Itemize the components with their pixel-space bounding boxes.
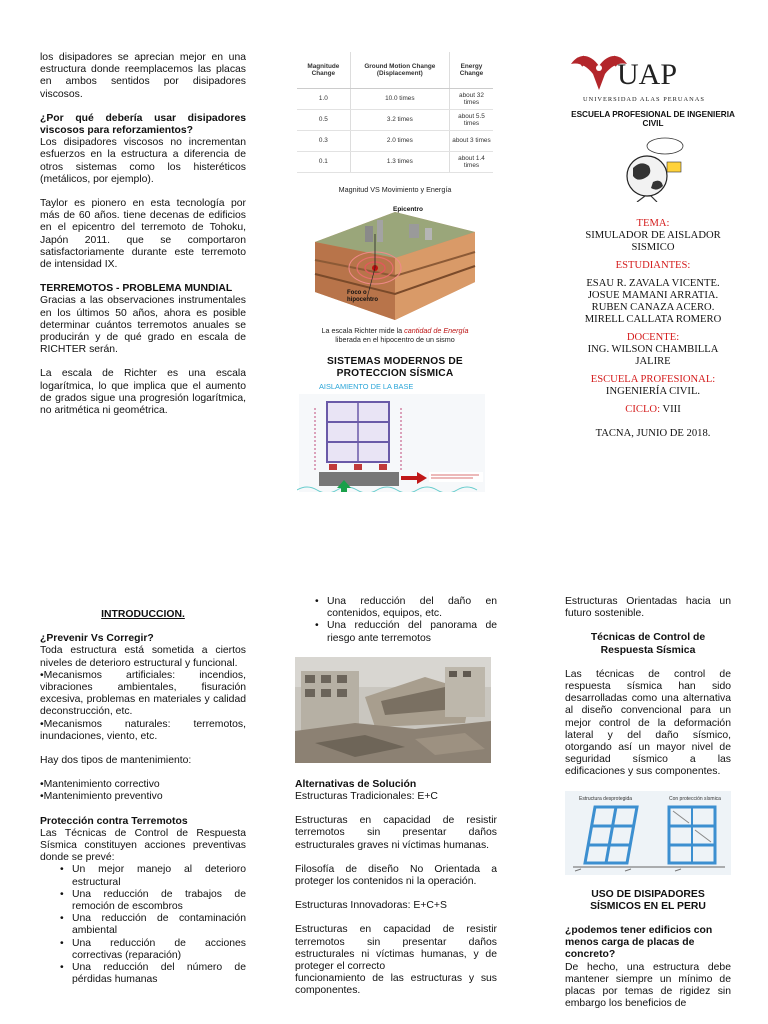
paragraph: Hay dos tipos de mantenimiento: — [40, 755, 192, 767]
student-name: ESAU R. ZAVALA VICENTE. — [586, 278, 720, 289]
ciclo-line — [563, 404, 743, 416]
students-label: ESTUDIANTES: — [615, 260, 691, 271]
paragraph: Estructuras en capacidad de resistir terremotos sin presentar daños estructurales ni víctimas humanas, y de proteger el correcto — [295, 924, 497, 973]
earthquake-diagram — [297, 202, 493, 324]
paragraph: Estructuras en capacidad de resistir terremotos sin presentar daños estructurales graves ni víctimas humanas. — [295, 815, 497, 851]
table-header: Energy Change — [449, 52, 493, 88]
escuela-value: INGENIERÍA CIVIL. — [605, 386, 701, 397]
university-name: UNIVERSIDAD ALAS PERUANAS — [583, 96, 705, 103]
epicenter-label: Epicentro — [393, 205, 423, 213]
earth-crust-illustration — [305, 202, 485, 324]
table-caption: Magnitud VS Movimiento y Energía — [338, 184, 452, 194]
table-cell: 0.1 — [297, 151, 350, 172]
table-row — [297, 88, 493, 109]
table-cell: about 1.4 times — [449, 151, 493, 172]
left-panel — [40, 52, 246, 442]
list-item: • Una reducción de acciones correctivas (reparación) — [40, 938, 246, 962]
section-heading: TERREMOTOS - PROBLEMA MUNDIAL — [40, 283, 233, 295]
tema-value: SIMULADOR DE AISLADOR SISMICO — [585, 230, 721, 253]
cover-panel — [563, 48, 743, 498]
table-cell: 1.3 times — [350, 151, 449, 172]
benefits-list — [40, 864, 246, 986]
list-item: • Una reducción del daño en contenidos, equipos, etc. — [295, 596, 497, 620]
docente-value: ING. WILSON CHAMBILLA JALIRE — [587, 344, 719, 367]
list-item: • Un mejor manejo al deterioro estructural — [40, 864, 246, 888]
table-cell: 10.0 times — [350, 88, 449, 109]
table-cell: about 32 times — [449, 88, 493, 109]
benefits-list-continued — [295, 596, 497, 645]
intro-panel — [40, 609, 246, 1024]
docente-label: DOCENTE: — [626, 332, 680, 343]
school-name: ESCUELA PROFESIONAL DE INGENIERIA CIVIL — [571, 110, 735, 128]
table-row — [297, 130, 493, 151]
paragraph: Estructuras Innovadoras: E+C+S — [295, 900, 447, 912]
structure-comparison-figure — [565, 791, 731, 875]
paragraph: De hecho, una estructura debe mantener siempre un mínimo de placas por temas de rigidez sin embargo los beneficios de — [565, 961, 731, 1010]
figure-title: AISLAMIENTO DE LA BASE — [319, 382, 414, 392]
student-name: JOSUE MAMANI ARRATIA. — [587, 290, 719, 301]
section-heading: Alternativas de Solución — [295, 778, 417, 790]
ciclo-label: CICLO: — [625, 404, 661, 415]
list-item: • Una reducción de trabajos de remoción de escombros — [40, 889, 246, 913]
paragraph: •Mecanismos naturales: terremotos, inundaciones, viento, etc. — [40, 718, 246, 742]
paragraph: La escala de Richter es una escala logarítmica, lo que implica que el aumento de grados sigue una progresión logarítmica, no aritmética ni geométrica. — [40, 368, 246, 417]
paragraph: Estructuras Orientadas hacia un futuro sostenible. — [565, 596, 731, 620]
tema-label: TEMA: — [636, 218, 670, 229]
caption-text: liberada en el hipocentro de un sismo — [335, 334, 455, 344]
table-cell: 0.5 — [297, 109, 350, 130]
diagram-caption — [297, 326, 493, 344]
paragraph: Estructuras Tradicionales: E+C — [295, 791, 438, 803]
table-row — [297, 109, 493, 130]
paragraph: Las Técnicas de Control de Respuesta Sísmica constituyen acciones preventivas donde se prevé: — [40, 827, 246, 864]
logo-text: UAP — [617, 58, 678, 91]
table-header: Magnitude Change — [297, 52, 350, 88]
paragraph: Gracias a las observaciones instrumentales en los últimos 50 años, ahora es posible determinar cuántos terremotos anuales se producirán y de qué grado en escala de RICHTER serán. — [40, 295, 246, 356]
paragraph: Filosofía de diseño No Orientada a proteger los contenidos ni la operación. — [295, 863, 497, 888]
question-heading: ¿Por qué debería usar disipadores viscosos para reforzamientos? — [40, 112, 246, 137]
earth-cartoon-icon — [617, 136, 691, 202]
paragraph: Las técnicas de control de respuesta sísmica han sido desarrolladas como una alternativa al diseño convencional para un mejor control de la deformación lateral y del daño sísmico, otorgando así un mayor nivel de seguridad sísmico a las edificaciones y sus componentes. — [565, 668, 731, 778]
table-row — [297, 151, 493, 172]
table-cell: 1.0 — [297, 88, 350, 109]
list-item: • Una reducción del panorama de riesgo ante terremotos — [295, 620, 497, 644]
caption-emphasis: cantidad de Energía — [404, 325, 469, 335]
escuela-label: ESCUELA PROFESIONAL: — [590, 374, 716, 385]
figure-label-left: Estructura desprotegida — [579, 795, 633, 802]
intro-title: INTRODUCCION. — [101, 609, 185, 620]
paragraph: Los disipadores viscosos no incrementan esfuerzos en la estructura a diferencia de otros sistemas como los histeréticos (metálicos, por ejemplo). — [40, 137, 246, 185]
list-item: •Mantenimiento preventivo — [40, 791, 163, 803]
date-line: TACNA, JUNIO DE 2018. — [595, 428, 711, 439]
magnitude-table — [297, 52, 493, 173]
collapsed-building-photo — [295, 657, 491, 763]
section-heading: SISTEMAS MODERNOS DE PROTECCION SÍSMICA — [327, 355, 463, 379]
table-cell: 3.2 times — [350, 109, 449, 130]
section-heading: USO DE DISIPADORES SÍSMICOS EN EL PERU — [590, 888, 706, 912]
figure-label-right: Con protección sísmica — [669, 795, 721, 802]
section-heading: Protección contra Terremotos — [40, 815, 188, 827]
table-cell: 0.3 — [297, 130, 350, 151]
control-panel — [565, 596, 731, 1024]
middle-panel — [297, 52, 493, 492]
list-item: •Mantenimiento correctivo — [40, 779, 160, 791]
isolated-building-illustration — [297, 392, 487, 492]
section-heading: Técnicas de Control de Respuesta Sísmica — [590, 632, 706, 656]
paragraph: los disipadores se aprecian mejor en una estructura donde reemplacemos las placas en ambos sentidos por disipadores viscosos. — [40, 52, 246, 100]
list-item: • Una reducción de contaminación ambiental — [40, 913, 246, 937]
solutions-panel — [295, 596, 497, 1024]
table-cell: about 3 times — [449, 130, 493, 151]
question-heading: ¿podemos tener edificios con menos carga de placas de concreto? — [565, 925, 713, 961]
base-isolation-figure — [297, 382, 493, 492]
list-item: • Una reducción del número de pérdidas humanas — [40, 962, 246, 986]
paragraph: funcionamiento de las estructuras y sus componentes. — [295, 973, 497, 997]
table-cell: 2.0 times — [350, 130, 449, 151]
ciclo-value: VIII — [662, 404, 681, 415]
frame-deformation-illustration — [565, 791, 731, 875]
table-header: Ground Motion Change (Displacement) — [350, 52, 449, 88]
university-logo — [563, 48, 743, 110]
question-heading: ¿Prevenir Vs Corregir? — [40, 633, 154, 645]
paragraph: Taylor es pionero en esta tecnología por más de 60 años. tiene decenas de edificios en el epicentro del terremoto de Tohoku, Japón 2011. que se comportaron satisfactoriamente durante este terremoto de intensidad IX. — [40, 198, 246, 271]
globe-cartoon — [563, 134, 743, 206]
student-name: RUBEN CANAZA ACERO. — [591, 302, 715, 313]
paragraph: •Mecanismos artificiales: incendios, vibraciones ambientales, fisuración excesiva, problemas en materiales y calidad deconstrucción, etc. — [40, 669, 246, 718]
brochure-inner-side — [0, 512, 768, 1024]
paragraph: Toda estructura está sometida a ciertos niveles de deterioro estructural y funcional. — [40, 645, 246, 669]
student-name: MIRELL CALLATA ROMERO — [584, 314, 722, 325]
table-cell: about 5.5 times — [449, 109, 493, 130]
focus-label: Foco o hipocentro — [347, 289, 378, 303]
caption-text: La escala Richter mide la — [321, 325, 403, 335]
